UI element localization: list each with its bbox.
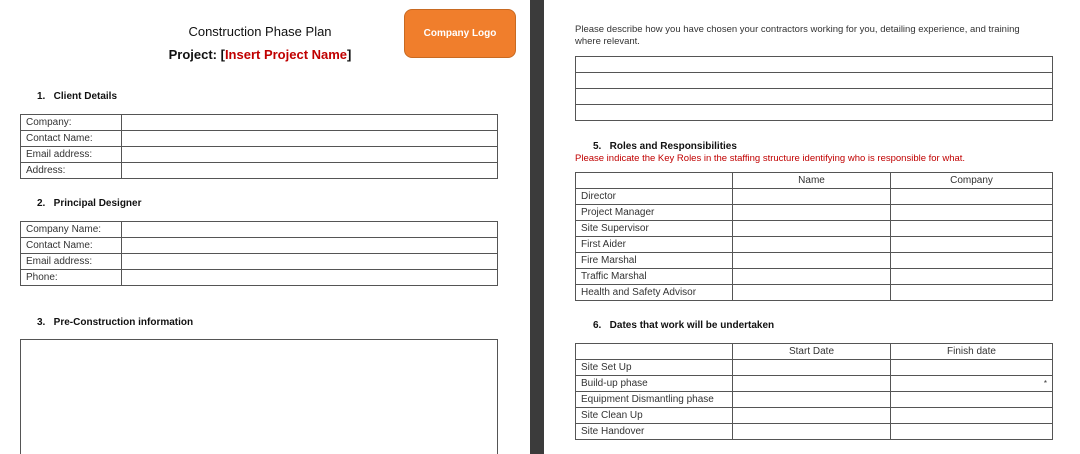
role-name-cell[interactable] xyxy=(733,237,891,253)
table-row xyxy=(21,147,498,163)
pre-construction-heading: 3. Pre-Construction information xyxy=(37,317,194,328)
start-date-cell[interactable] xyxy=(733,408,891,424)
roles-table xyxy=(575,172,1053,301)
role-company-cell[interactable] xyxy=(891,253,1053,269)
company-logo-placeholder[interactable] xyxy=(404,9,516,58)
contractor-notes-line[interactable] xyxy=(576,105,1053,121)
client-email-field[interactable] xyxy=(122,147,498,163)
contractor-notes-line[interactable] xyxy=(576,57,1053,73)
role-label: Project Manager xyxy=(576,205,733,221)
start-date-cell[interactable] xyxy=(733,424,891,440)
project-label-close: ] xyxy=(347,47,352,62)
table-row xyxy=(576,189,1053,205)
role-label: Traffic Marshal xyxy=(576,269,733,285)
table-row xyxy=(576,285,1053,301)
contractor-selection-intro: Please describe how you have chosen your contractors working for you, detailing experience, and training where relevant. xyxy=(575,24,1020,47)
principal-designer-table xyxy=(20,221,498,286)
role-label: Director xyxy=(576,189,733,205)
start-date-cell[interactable] xyxy=(733,360,891,376)
column-header-start-date: Start Date xyxy=(733,344,891,360)
finish-date-cell[interactable] xyxy=(891,424,1053,440)
field-label: Company: xyxy=(21,115,122,131)
client-details-heading: 1. Client Details xyxy=(37,91,118,102)
start-date-cell[interactable] xyxy=(733,392,891,408)
project-name-line xyxy=(140,47,380,62)
table-row xyxy=(576,376,1053,392)
column-header-company: Company xyxy=(891,173,1053,189)
table-row xyxy=(576,237,1053,253)
role-label: First Aider xyxy=(576,237,733,253)
field-label: Email address: xyxy=(21,147,122,163)
client-company-field[interactable] xyxy=(122,115,498,131)
table-row xyxy=(576,73,1053,89)
role-name-cell[interactable] xyxy=(733,269,891,285)
principal-designer-heading: 2. Principal Designer xyxy=(37,198,142,209)
field-label: Contact Name: xyxy=(21,131,122,147)
phase-label: Site Handover xyxy=(576,424,733,440)
document-page-left xyxy=(0,0,530,454)
role-label: Health and Safety Advisor xyxy=(576,285,733,301)
table-row xyxy=(21,115,498,131)
table-row xyxy=(21,131,498,147)
role-company-cell[interactable] xyxy=(891,237,1053,253)
designer-phone-field[interactable] xyxy=(122,270,498,286)
role-company-cell[interactable] xyxy=(891,269,1053,285)
table-row xyxy=(576,269,1053,285)
project-label: Project: [ xyxy=(168,47,225,62)
project-name-placeholder[interactable]: Insert Project Name xyxy=(224,47,348,62)
client-address-field[interactable] xyxy=(122,163,498,179)
role-name-cell[interactable] xyxy=(733,205,891,221)
column-header-finish-date: Finish date xyxy=(891,344,1053,360)
table-row xyxy=(576,392,1053,408)
table-row xyxy=(576,221,1053,237)
role-label: Site Supervisor xyxy=(576,221,733,237)
table-row xyxy=(576,89,1053,105)
table-row xyxy=(576,253,1053,269)
table-row xyxy=(576,424,1053,440)
role-company-cell[interactable] xyxy=(891,221,1053,237)
pre-construction-textbox[interactable] xyxy=(20,339,498,454)
finish-date-cell[interactable] xyxy=(891,392,1053,408)
finish-date-cell[interactable] xyxy=(891,408,1053,424)
role-name-cell[interactable] xyxy=(733,221,891,237)
table-row xyxy=(576,105,1053,121)
field-label: Phone: xyxy=(21,270,122,286)
designer-company-field[interactable] xyxy=(122,222,498,238)
role-name-cell[interactable] xyxy=(733,285,891,301)
table-row xyxy=(576,360,1053,376)
role-company-cell[interactable] xyxy=(891,205,1053,221)
phase-label: Equipment Dismantling phase xyxy=(576,392,733,408)
table-row xyxy=(21,254,498,270)
table-row xyxy=(576,408,1053,424)
field-label: Company Name: xyxy=(21,222,122,238)
phase-label: Build-up phase xyxy=(576,376,733,392)
table-header-row xyxy=(576,344,1053,360)
client-details-table xyxy=(20,114,498,179)
role-name-cell[interactable] xyxy=(733,189,891,205)
table-row xyxy=(576,57,1053,73)
contractor-notes-line[interactable] xyxy=(576,89,1053,105)
role-label: Fire Marshal xyxy=(576,253,733,269)
finish-date-cell[interactable] xyxy=(891,360,1053,376)
table-row xyxy=(21,270,498,286)
designer-email-field[interactable] xyxy=(122,254,498,270)
designer-contact-field[interactable] xyxy=(122,238,498,254)
note-mark: * xyxy=(1043,379,1047,388)
roles-instruction: Please indicate the Key Roles in the staffing structure identifying who is responsible for what. xyxy=(575,153,966,164)
phase-label: Site Set Up xyxy=(576,360,733,376)
phase-label: Site Clean Up xyxy=(576,408,733,424)
document-page-right xyxy=(544,0,1080,454)
document-title: Construction Phase Plan xyxy=(188,24,332,39)
column-header-name: Name xyxy=(733,173,891,189)
contractor-notes-line[interactable] xyxy=(576,73,1053,89)
column-header xyxy=(576,344,733,360)
field-label: Address: xyxy=(21,163,122,179)
field-label: Email address: xyxy=(21,254,122,270)
table-row xyxy=(21,222,498,238)
work-dates-table xyxy=(575,343,1053,440)
work-dates-heading: 6. Dates that work will be undertaken xyxy=(593,320,775,331)
table-header-row xyxy=(576,173,1053,189)
table-row xyxy=(21,163,498,179)
table-row xyxy=(576,205,1053,221)
roles-heading: 5. Roles and Responsibilities xyxy=(593,141,737,152)
role-name-cell[interactable] xyxy=(733,253,891,269)
contractor-notes-table xyxy=(575,56,1053,121)
role-company-cell[interactable] xyxy=(891,189,1053,205)
finish-date-cell[interactable] xyxy=(891,376,1053,392)
company-logo-text: Company Logo xyxy=(423,28,497,39)
client-contact-field[interactable] xyxy=(122,131,498,147)
field-label: Contact Name: xyxy=(21,238,122,254)
column-header xyxy=(576,173,733,189)
role-company-cell[interactable] xyxy=(891,285,1053,301)
start-date-cell[interactable] xyxy=(733,376,891,392)
table-row xyxy=(21,238,498,254)
